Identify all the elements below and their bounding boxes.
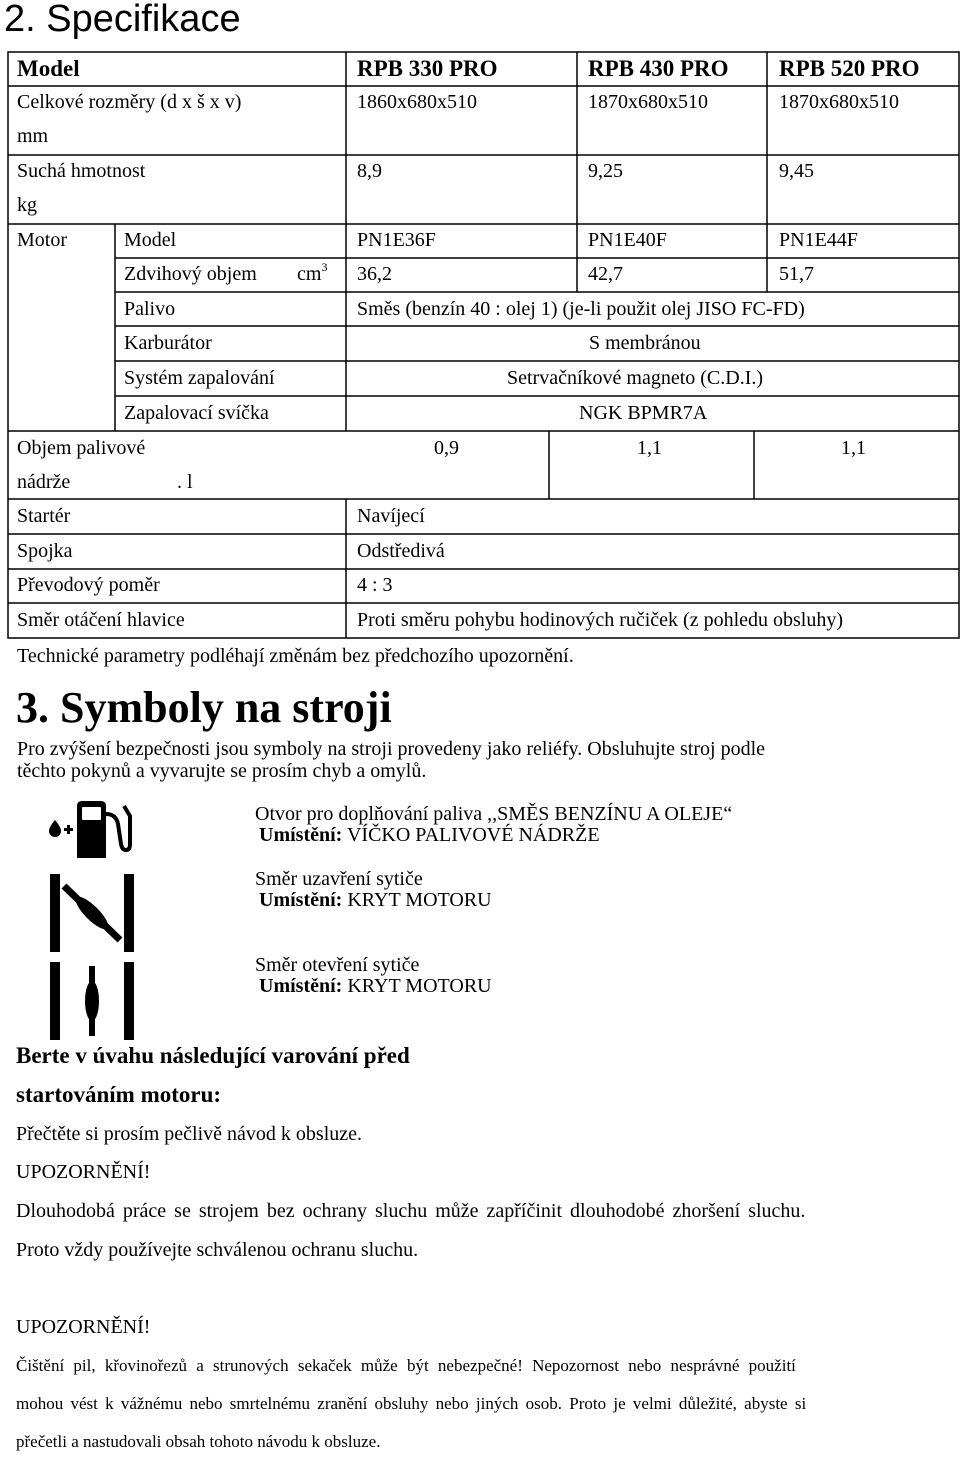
table-note: Technické parametry podléhají změnám bez předchozího upozornění. — [17, 645, 574, 667]
gear-ratio-value: 4 : 3 — [357, 574, 393, 596]
warning-heading-line2: startováním motoru: — [16, 1082, 222, 1107]
symbol-choke-open-description: Směr otevření sytiče — [255, 954, 420, 976]
rotation-value: Proti směru pohybu hodinových ručiček (z pohledu obsluhy) — [357, 609, 844, 631]
fuel-pump-icon — [46, 800, 132, 864]
displacement-unit-superscript: 3 — [321, 260, 328, 274]
symbol-choke-closed-location-label: Umístění: — [259, 889, 343, 911]
symbol-choke-closed-location-value: KRYT MOTORU — [347, 889, 492, 911]
tank-unit: . l — [177, 471, 193, 493]
header-model-rpb330: RPB 330 PRO — [357, 56, 498, 81]
spark-plug-label: Zapalovací svíčka — [124, 402, 269, 424]
displacement-label: Zdvihový objem — [124, 263, 257, 285]
weight-label: Suchá hmotnost — [17, 160, 146, 182]
weight-value-520: 9,45 — [779, 160, 814, 182]
fuel-label: Palivo — [124, 298, 176, 320]
motor-model-label: Model — [124, 229, 177, 251]
header-model-label: Model — [17, 56, 80, 81]
symbols-intro-line2: těchto pokynů a vyvarujte se prosím chyb a omylů. — [17, 760, 427, 782]
clutch-value: Odstředivá — [357, 540, 445, 562]
displacement-330: 36,2 — [357, 263, 392, 285]
symbols-intro-line1: Pro zvýšení bezpečnosti jsou symboly na stroji provedeny jako reliéfy. Obsluhujte stroj podle — [17, 738, 766, 760]
fuel-value: Směs (benzín 40 : olej 1) (je-li použit olej JISO FC-FD) — [357, 298, 805, 320]
warning1-line2: Proto vždy používejte schválenou ochranu sluchu. — [16, 1239, 419, 1261]
symbol-fuel-location-label: Umístění: — [259, 824, 343, 846]
symbol-choke-closed-description: Směr uzavření sytiče — [255, 868, 423, 890]
symbol-fuel-location — [259, 824, 600, 847]
tank-value-330: 0,9 — [434, 437, 459, 459]
motor-model-330: PN1E36F — [357, 229, 436, 251]
dimensions-value-520: 1870x680x510 — [779, 91, 899, 113]
motor-model-520: PN1E44F — [779, 229, 858, 251]
warning2-line2: mohou vést k vážnému nebo smrtelnému zranění obsluhy nebo jiných osob. Proto je velmi důležité, abyste si — [16, 1394, 807, 1413]
starter-label: Startér — [17, 505, 71, 527]
motor-label: Motor — [17, 229, 67, 251]
read-manual-text: Přečtěte si prosím pečlivě návod k obsluze. — [16, 1123, 363, 1145]
warning1-title: UPOZORNĚNÍ! — [16, 1161, 151, 1183]
warning2-line1: Čištění pil, křovinořezů a strunových sekaček může být nebezpečné! Nepozornost nebo nesprávné použití — [16, 1356, 796, 1375]
warning2-title: UPOZORNĚNÍ! — [16, 1316, 151, 1338]
choke-closed-icon — [50, 874, 134, 952]
choke-open-icon — [50, 962, 134, 1040]
weight-unit: kg — [17, 194, 37, 216]
displacement-unit: $cm^3$ — [297, 260, 328, 285]
motor-model-430: PN1E40F — [588, 229, 667, 251]
section-title-specifications: 2. Specifikace — [4, 0, 241, 40]
tank-value-520: 1,1 — [841, 437, 866, 459]
symbol-choke-open-location — [259, 975, 492, 998]
carburetor-label: Karburátor — [124, 332, 212, 354]
header-model-rpb430: RPB 430 PRO — [588, 56, 729, 81]
dimensions-value-330: 1860x680x510 — [357, 91, 477, 113]
weight-value-330: 8,9 — [357, 160, 382, 182]
carburetor-value: S membránou — [589, 332, 701, 354]
clutch-label: Spojka — [17, 540, 73, 562]
warning-heading-line1: Berte v úvahu následující varování před — [16, 1043, 410, 1068]
gear-ratio-label: Převodový poměr — [17, 574, 160, 596]
spark-plug-value: NGK BPMR7A — [579, 402, 708, 424]
symbol-choke-open-location-label: Umístění: — [259, 975, 343, 997]
dimensions-value-430: 1870x680x510 — [588, 91, 708, 113]
symbol-fuel-location-value: VÍČKO PALIVOVÉ NÁDRŽE — [346, 824, 600, 846]
ignition-value: Setrvačníkové magneto (C.D.I.) — [507, 367, 764, 389]
warning1-line1: Dlouhodobá práce se strojem bez ochrany sluchu může zapříčinit dlouhodobé zhoršení sluchu. — [16, 1200, 806, 1222]
symbol-choke-open-location-value: KRYT MOTORU — [347, 975, 492, 997]
symbol-choke-closed-location — [259, 889, 492, 912]
symbol-fuel-description: Otvor pro doplňování paliva ,,SMĚS BENZÍNU A OLEJE“ — [255, 803, 733, 825]
tank-label-line2: nádrže — [17, 471, 71, 493]
tank-value-430: 1,1 — [637, 437, 662, 459]
weight-value-430: 9,25 — [588, 160, 623, 182]
tank-label-line1: Objem palivové — [17, 437, 146, 459]
header-model-rpb520: RPB 520 PRO — [779, 56, 920, 81]
dimensions-unit: mm — [17, 125, 49, 147]
displacement-520: 51,7 — [779, 263, 814, 285]
starter-value: Navíjecí — [357, 505, 425, 527]
section-title-symbols: 3. Symboly na stroji — [16, 683, 392, 732]
rotation-label: Směr otáčení hlavice — [17, 609, 185, 631]
dimensions-label: Celkové rozměry (d x š x v) — [17, 91, 242, 113]
warning2-line3: přečetli a nastudovali obsah tohoto návodu k obsluze. — [16, 1432, 381, 1451]
ignition-label: Systém zapalování — [124, 367, 275, 389]
displacement-430: 42,7 — [588, 263, 623, 285]
